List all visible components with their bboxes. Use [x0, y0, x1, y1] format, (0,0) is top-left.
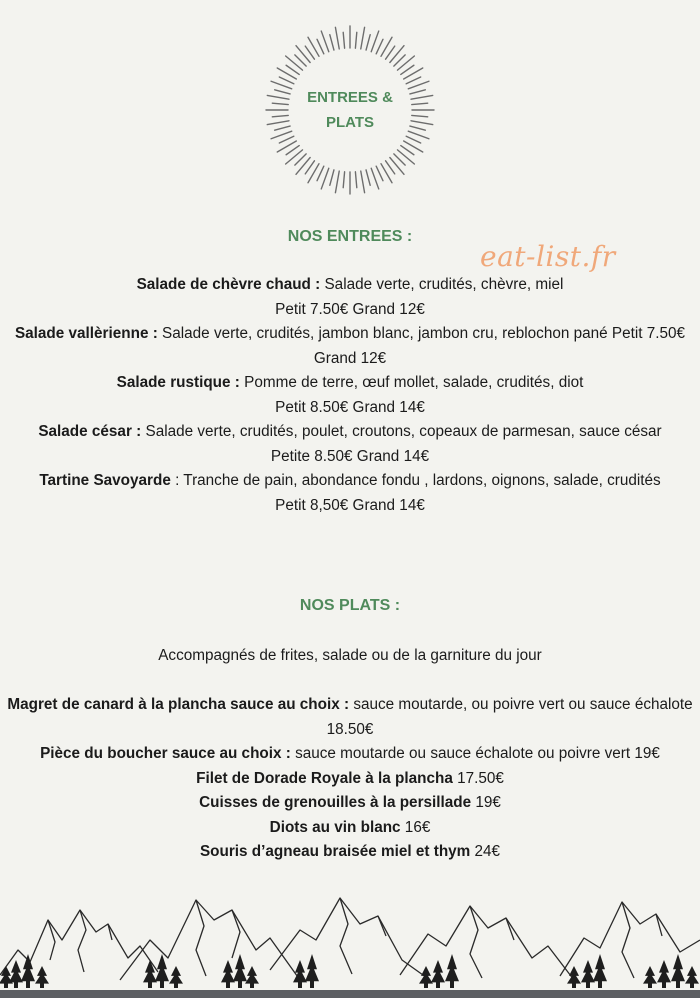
- plat-item: [0, 791, 700, 816]
- plat-desc: sauce moutarde, ou poivre vert ou sauce échalote 18.50€: [326, 696, 693, 738]
- entree-item: [0, 322, 700, 371]
- plat-name: Magret de canard à la plancha sauce au choix :: [7, 696, 350, 713]
- entree-price: Petit 8.50€ Grand 14€: [275, 398, 425, 416]
- plat-name: Diots au vin blanc: [269, 818, 401, 836]
- emblem-title: [262, 22, 438, 198]
- entree-item: [0, 273, 700, 322]
- entree-name: Tartine Savoyarde: [39, 472, 171, 489]
- watermark: eat-list.fr: [480, 240, 616, 273]
- plat-desc: 17.50€: [452, 769, 504, 787]
- entree-item: [0, 420, 700, 469]
- entrees-list: [0, 273, 700, 518]
- entree-desc: Salade verte, crudités, poulet, croutons, copeaux de parmesan, sauce césar: [141, 423, 662, 440]
- entree-item: [0, 469, 700, 518]
- plat-name: Filet de Dorade Royale à la plancha: [196, 769, 453, 787]
- plat-name: Pièce du boucher sauce au choix :: [40, 745, 291, 762]
- plat-name: Cuisses de grenouilles à la persillade: [199, 794, 472, 811]
- plats-title: NOS PLATS :: [299, 597, 401, 614]
- plat-item: [0, 767, 700, 792]
- entree-name: Salade césar :: [38, 423, 142, 440]
- entree-price: Petite 8.50€ Grand 14€: [270, 447, 430, 465]
- plats-subtitle: Accompagnés de frites, salade ou de la garniture du jour: [158, 647, 542, 664]
- entree-name: Salade rustique :: [116, 374, 240, 391]
- entree-price: Petit 8,50€ Grand 14€: [275, 496, 425, 514]
- plat-item: [0, 840, 700, 865]
- plat-desc: 19€: [471, 794, 501, 811]
- entree-name: Salade de chèvre chaud :: [136, 276, 321, 293]
- emblem-title-line2: PLATS: [325, 114, 375, 131]
- bottom-bar: [0, 990, 700, 998]
- plats-list: [0, 693, 700, 865]
- plat-name: Souris d’agneau braisée miel et thym: [199, 843, 471, 860]
- entree-desc: Salade verte, crudités, jambon blanc, jambon cru, reblochon pané Petit 7.50€ Grand 12€: [157, 325, 686, 367]
- mountains-illustration: [0, 880, 700, 990]
- entree-name: Salade vallèrienne :: [14, 325, 158, 342]
- plat-desc: 16€: [400, 818, 431, 836]
- plat-desc: sauce moutarde ou sauce échalote ou poivre vert 19€: [290, 745, 660, 762]
- entrees-title: NOS ENTREES :: [287, 228, 413, 245]
- plat-item: [0, 693, 700, 742]
- entree-desc: : Tranche de pain, abondance fondu , lardons, oignons, salade, crudités: [170, 472, 661, 489]
- entree-desc: Pomme de terre, œuf mollet, salade, crudités, diot: [239, 374, 584, 391]
- emblem-title-line1: ENTREES &: [307, 89, 393, 106]
- entree-price: Petit 7.50€ Grand 12€: [275, 300, 425, 318]
- plat-item: [0, 742, 700, 767]
- entree-item: [0, 371, 700, 420]
- plat-item: [0, 816, 700, 841]
- entree-desc: Salade verte, crudités, chèvre, miel: [320, 276, 564, 293]
- plat-desc: 24€: [470, 843, 501, 860]
